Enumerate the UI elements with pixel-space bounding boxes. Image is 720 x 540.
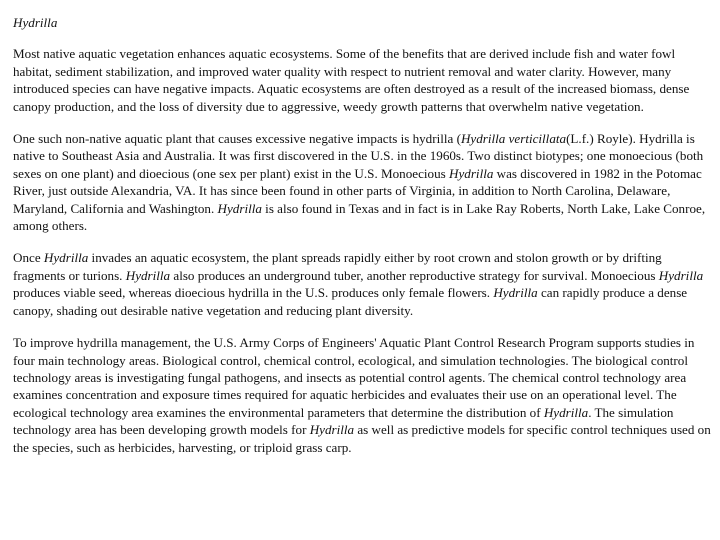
italic-species-name: Hydrilla — [449, 165, 494, 181]
text-run: . The simulation technology area has been developing growth models for — [13, 404, 674, 438]
italic-species-name: Hydrilla — [43, 250, 89, 266]
paragraph-non-native-hydrilla — [13, 130, 713, 234]
text-run: invades an aquatic ecosystem, the plant spreads rapidly either by root crown and stolon growth or by drifting fragments or turions. — [13, 250, 662, 283]
text-run: produces viable seed, whereas dioecious hydrilla in the U.S. produces only female flowers. — [13, 285, 494, 301]
text-run: was discovered in 1982 in the Potomac River, just outside Alexandria, VA. It has since been found in other parts of Virginia, in addition to North Carolina, Delaware, Maryland, California and Washington. — [13, 165, 702, 216]
italic-species-name: Hydrilla — [658, 267, 704, 283]
text-run: Most native aquatic vegetation enhances aquatic ecosystems. Some of the benefits that are derived include fish and water fowl habitat, sediment stabilization, and improved water quality with respect to nutrient removal and water clarity. However, many introduced species can have negative impacts. Aquatic ecosystems are often destroyed as a result of the increased biomass, dense canopy production, and the loss of diversity due to aggressive, weedy growth patterns that overwhelm native vegetation. — [13, 46, 690, 114]
text-run: also produces an underground tuber, another reproductive strategy for survival. Monoecious — [170, 267, 659, 283]
italic-species-name: Hydrilla — [125, 267, 171, 283]
text-run: as well as predictive models for specific control techniques used on the species, such as herbicides, harvesting, or triploid grass carp. — [13, 422, 711, 455]
text-run: To improve hydrilla management, the U.S. Army Corps of Engineers' Aquatic Plant Control Research Program supports studies in four main technology areas. Biological control, chemical control, ecological, and simulation technologies. The biological control technology areas is investigating fungal pathogens, and insects as potential control agents. The chemical control technology area examines concentration and exposure times required for aquatic herbicides and evaluates their use on an operational level. The ecological technology area examines the environmental parameters that determine the distribution of — [13, 335, 695, 420]
text-run: is also found in Texas and in fact is in Lake Ray Roberts, North Lake, Lake Conroe, among others. — [13, 200, 706, 234]
document-page — [13, 14, 713, 456]
italic-species-name: Hydrilla verticillata — [460, 131, 567, 147]
paragraph-management-research — [13, 334, 713, 456]
paragraph-invasion-spread — [13, 249, 713, 319]
paragraph-benefits — [13, 45, 713, 115]
italic-species-name: Hydrilla — [493, 285, 538, 301]
italic-species-name: Hydrilla — [309, 422, 355, 438]
text-run: (L.f.) Royle). Hydrilla is native to Southeast Asia and Australia. It was first discovered in the U.S. in the 1960s. Two distinct biotypes; one monoecious (both sexes on one plant) and dioecious (one sex per plant) exist in the U.S. Monoecious — [13, 131, 704, 181]
italic-species-name: Hydrilla — [217, 200, 262, 216]
text-run: One such non-native aquatic plant that causes excessive negative impacts is hydrilla ( — [13, 131, 461, 147]
document-title: Hydrilla — [13, 15, 58, 30]
italic-species-name: Hydrilla — [543, 404, 589, 420]
text-run: Once — [13, 250, 44, 266]
text-run: can rapidly produce a dense canopy, shading out desirable native vegetation and reducing plant diversity. — [13, 285, 688, 318]
